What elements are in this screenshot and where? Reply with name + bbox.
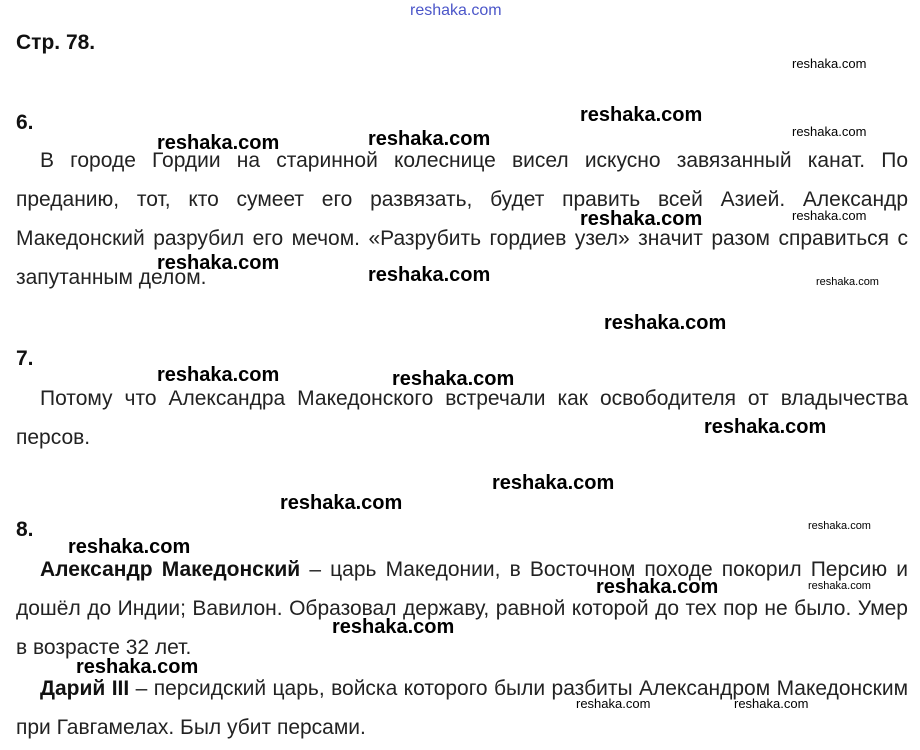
watermark: reshaka.com xyxy=(368,128,491,150)
watermark: reshaka.com xyxy=(332,616,455,638)
watermark: reshaka.com xyxy=(280,492,403,514)
watermark: reshaka.com xyxy=(808,580,871,592)
watermark: reshaka.com xyxy=(792,56,867,71)
watermark: reshaka.com xyxy=(410,2,502,19)
watermark: reshaka.com xyxy=(157,132,280,154)
question-number-7: 7. xyxy=(16,347,34,370)
question-number-8: 8. xyxy=(16,518,34,541)
watermark: reshaka.com xyxy=(704,416,827,438)
watermark: reshaka.com xyxy=(76,656,199,678)
page-title: Стр. 78. xyxy=(16,31,96,54)
watermark: reshaka.com xyxy=(492,472,615,494)
watermark: reshaka.com xyxy=(368,264,491,286)
answer-6-body: В городе Гордии на старинной колеснице висел искусно завязанный канат. По преданию, тот, кто сумеет его развязать, будет править всей Азией. Александр Македонский разрубил его мечом. «Разрубить гордиев узел» значит разом справиться с запутанным делом. xyxy=(16,149,908,289)
watermark: reshaka.com xyxy=(604,312,727,334)
definition-darius: – персидский царь, войска которого были разбиты Александром Македонским при Гавгамелах. Был убит персами. xyxy=(16,677,909,739)
watermark: reshaka.com xyxy=(792,208,867,223)
question-number-6: 6. xyxy=(16,111,34,134)
term-alexander: Александр Македонский xyxy=(40,558,301,581)
watermark: reshaka.com xyxy=(734,696,809,711)
watermark: reshaka.com xyxy=(392,368,515,390)
watermark: reshaka.com xyxy=(580,208,703,230)
watermark: reshaka.com xyxy=(808,520,871,532)
watermark: reshaka.com xyxy=(157,252,280,274)
watermark: reshaka.com xyxy=(157,364,280,386)
definition-alexander: – царь Македонии, в Восточном походе покорил Персию и дошёл до Индии; Вавилон. Образовал державу, равной которой до тех пор не было. Умер в возрасте 32 лет. xyxy=(16,558,909,659)
answer-8-entry-alexander xyxy=(16,550,908,667)
watermark: reshaka.com xyxy=(68,536,191,558)
watermark: reshaka.com xyxy=(792,124,867,139)
watermark: reshaka.com xyxy=(580,104,703,126)
answer-7-body: Потому что Александра Македонского встречали как освободителя от владычества персов. xyxy=(16,387,908,449)
watermark: reshaka.com xyxy=(576,696,651,711)
watermark: reshaka.com xyxy=(816,276,879,288)
term-darius: Дарий III xyxy=(40,677,130,700)
watermark: reshaka.com xyxy=(596,576,719,598)
